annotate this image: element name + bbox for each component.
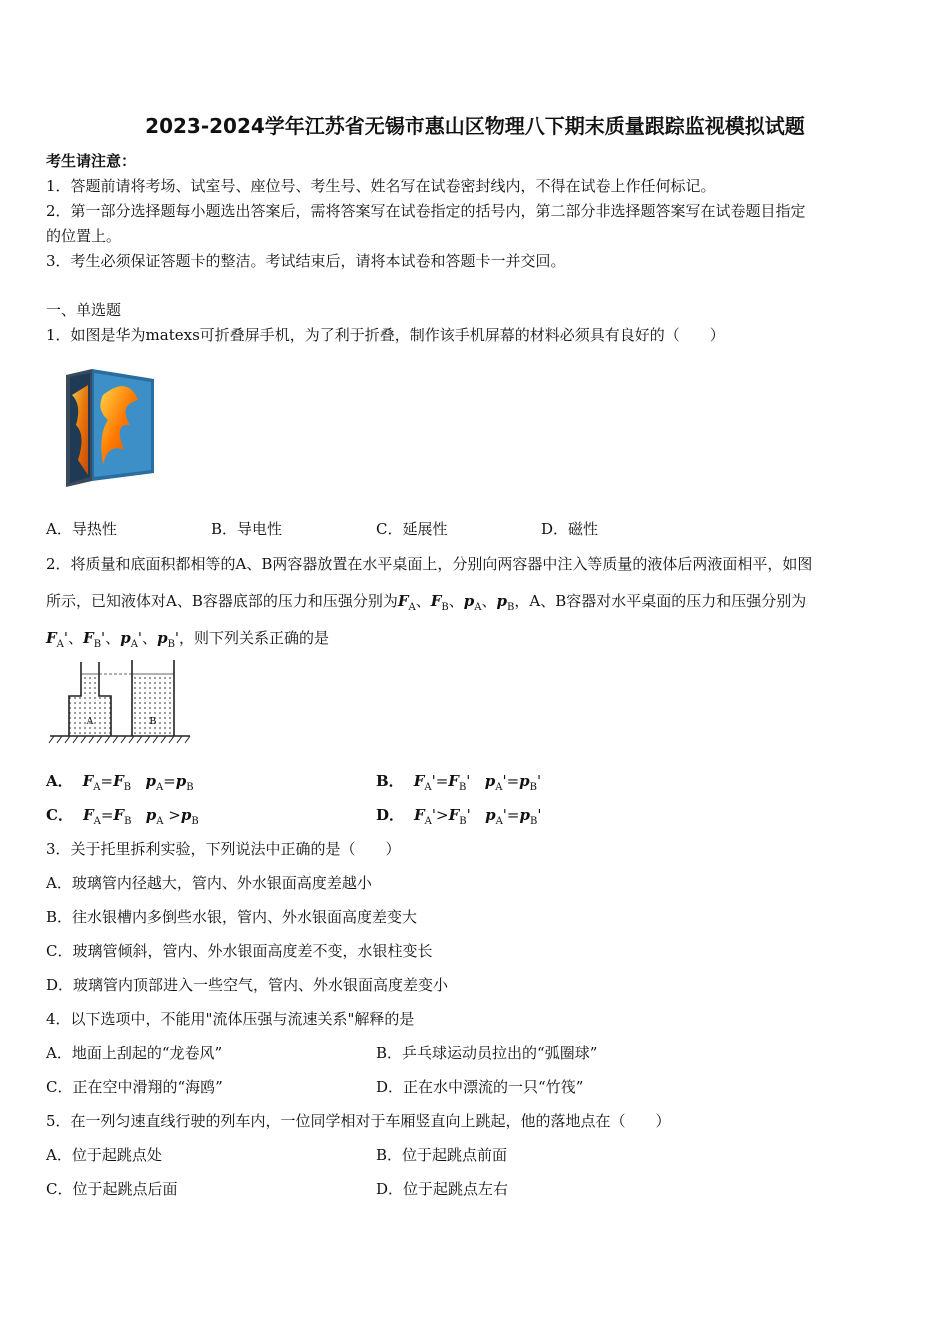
- notice-heading: 考生请注意：: [46, 152, 137, 170]
- notice-item: 3．考生必须保证答题卡的整洁。考试结束后，请将本试卷和答题卡一并交回。: [46, 252, 566, 270]
- q5-option-c: C．位于起跳点后面: [46, 1180, 178, 1198]
- q2-line-2-text: 所示，已知液体对A、B容器底部的压力和压强分别为: [46, 592, 398, 610]
- q2-line-3: $F_A'$、$F_B'$、$p_A'$、$p_B'$，则下列关系正确的是: [46, 629, 330, 650]
- q4-option-b: B．乒乓球运动员拉出的“弧圈球”: [376, 1044, 598, 1062]
- q1-stem: 1．如图是华为matexs可折叠屏手机，为了利于折叠，制作该手机屏幕的材料必须具有良好的（ ）: [46, 326, 725, 344]
- q5-stem: 5．在一列匀速直线行驶的列车内，一位同学相对于车厢竖直向上跳起，他的落地点在（ ）: [46, 1112, 671, 1130]
- q4-option-c: C．正在空中滑翔的“海鸥”: [46, 1078, 223, 1096]
- q3-option-d: D．玻璃管内顶部进入一些空气，管内、外水银面高度差变小: [46, 976, 449, 994]
- q2-option-c: C． $F_A=F_B$ $p_A >p_B$: [46, 806, 199, 827]
- q2-option-a: A． $F_A=F_B$ $p_A=p_B$: [46, 772, 194, 793]
- notice-item: 1．答题前请将考场、试室号、座位号、考生号、姓名写在试卷密封线内，不得在试卷上作任何标记。: [46, 177, 716, 195]
- q4-option-d: D．正在水中漂流的一只“竹筏”: [376, 1078, 584, 1096]
- q5-option-b: B．位于起跳点前面: [376, 1146, 508, 1164]
- container-a-label: A: [86, 716, 94, 727]
- q4-stem: 4．以下选项中，不能用"流体压强与流速关系"解释的是: [46, 1010, 415, 1028]
- q3-option-b: B．往水银槽内多倒些水银，管内、外水银面高度差变大: [46, 908, 418, 926]
- q3-option-c: C．玻璃管倾斜，管内、外水银面高度差不变，水银柱变长: [46, 942, 433, 960]
- q2-option-b: B． $F_A'=F_B'$ $p_A'=p_B'$: [376, 772, 542, 793]
- section-heading: 一、单选题: [46, 301, 122, 319]
- q2-option-d: D． $F_A'>F_B'$ $p_A'=p_B'$: [376, 806, 542, 827]
- exam-title: 2023-2024学年江苏省无锡市惠山区物理八下期末质量跟踪监视模拟试题: [145, 114, 805, 138]
- q2-line-2: 所示，已知液体对A、B容器底部的压力和压强分别为$F_A$、$F_B$、$p_A$、$p_B$，A、B容器对水平桌面的压力和压强分别为: [46, 592, 807, 613]
- q3-option-a: A．玻璃管内径越大，管内、外水银面高度差越小: [46, 874, 372, 892]
- q3-stem: 3．关于托里拆利实验，下列说法中正确的是（ ）: [46, 840, 401, 858]
- q5-option-a: A．位于起跳点处: [46, 1146, 162, 1164]
- q1-option-a: A．导热性: [46, 520, 117, 538]
- q1-option-d: D．磁性: [541, 520, 599, 538]
- q5-option-d: D．位于起跳点左右: [376, 1180, 509, 1198]
- q1-option-c: C．延展性: [376, 520, 448, 538]
- foldable-phone-image: [58, 365, 158, 490]
- q2-line-1: 2．将质量和底面积都相等的A、B两容器放置在水平桌面上，分别向两容器中注入等质量的液体后两液面相平，如图: [46, 555, 813, 573]
- q4-option-a: A．地面上刮起的“龙卷风”: [46, 1044, 223, 1062]
- notice-item: 2．第一部分选择题每小题选出答案后，需将答案写在试卷指定的括号内，第二部分非选择题答案写在试卷题目指定: [46, 202, 806, 220]
- q1-option-b: B．导电性: [211, 520, 283, 538]
- notice-item: 的位置上。: [46, 227, 122, 245]
- container-b-label: B: [149, 716, 157, 727]
- containers-diagram: [48, 656, 193, 748]
